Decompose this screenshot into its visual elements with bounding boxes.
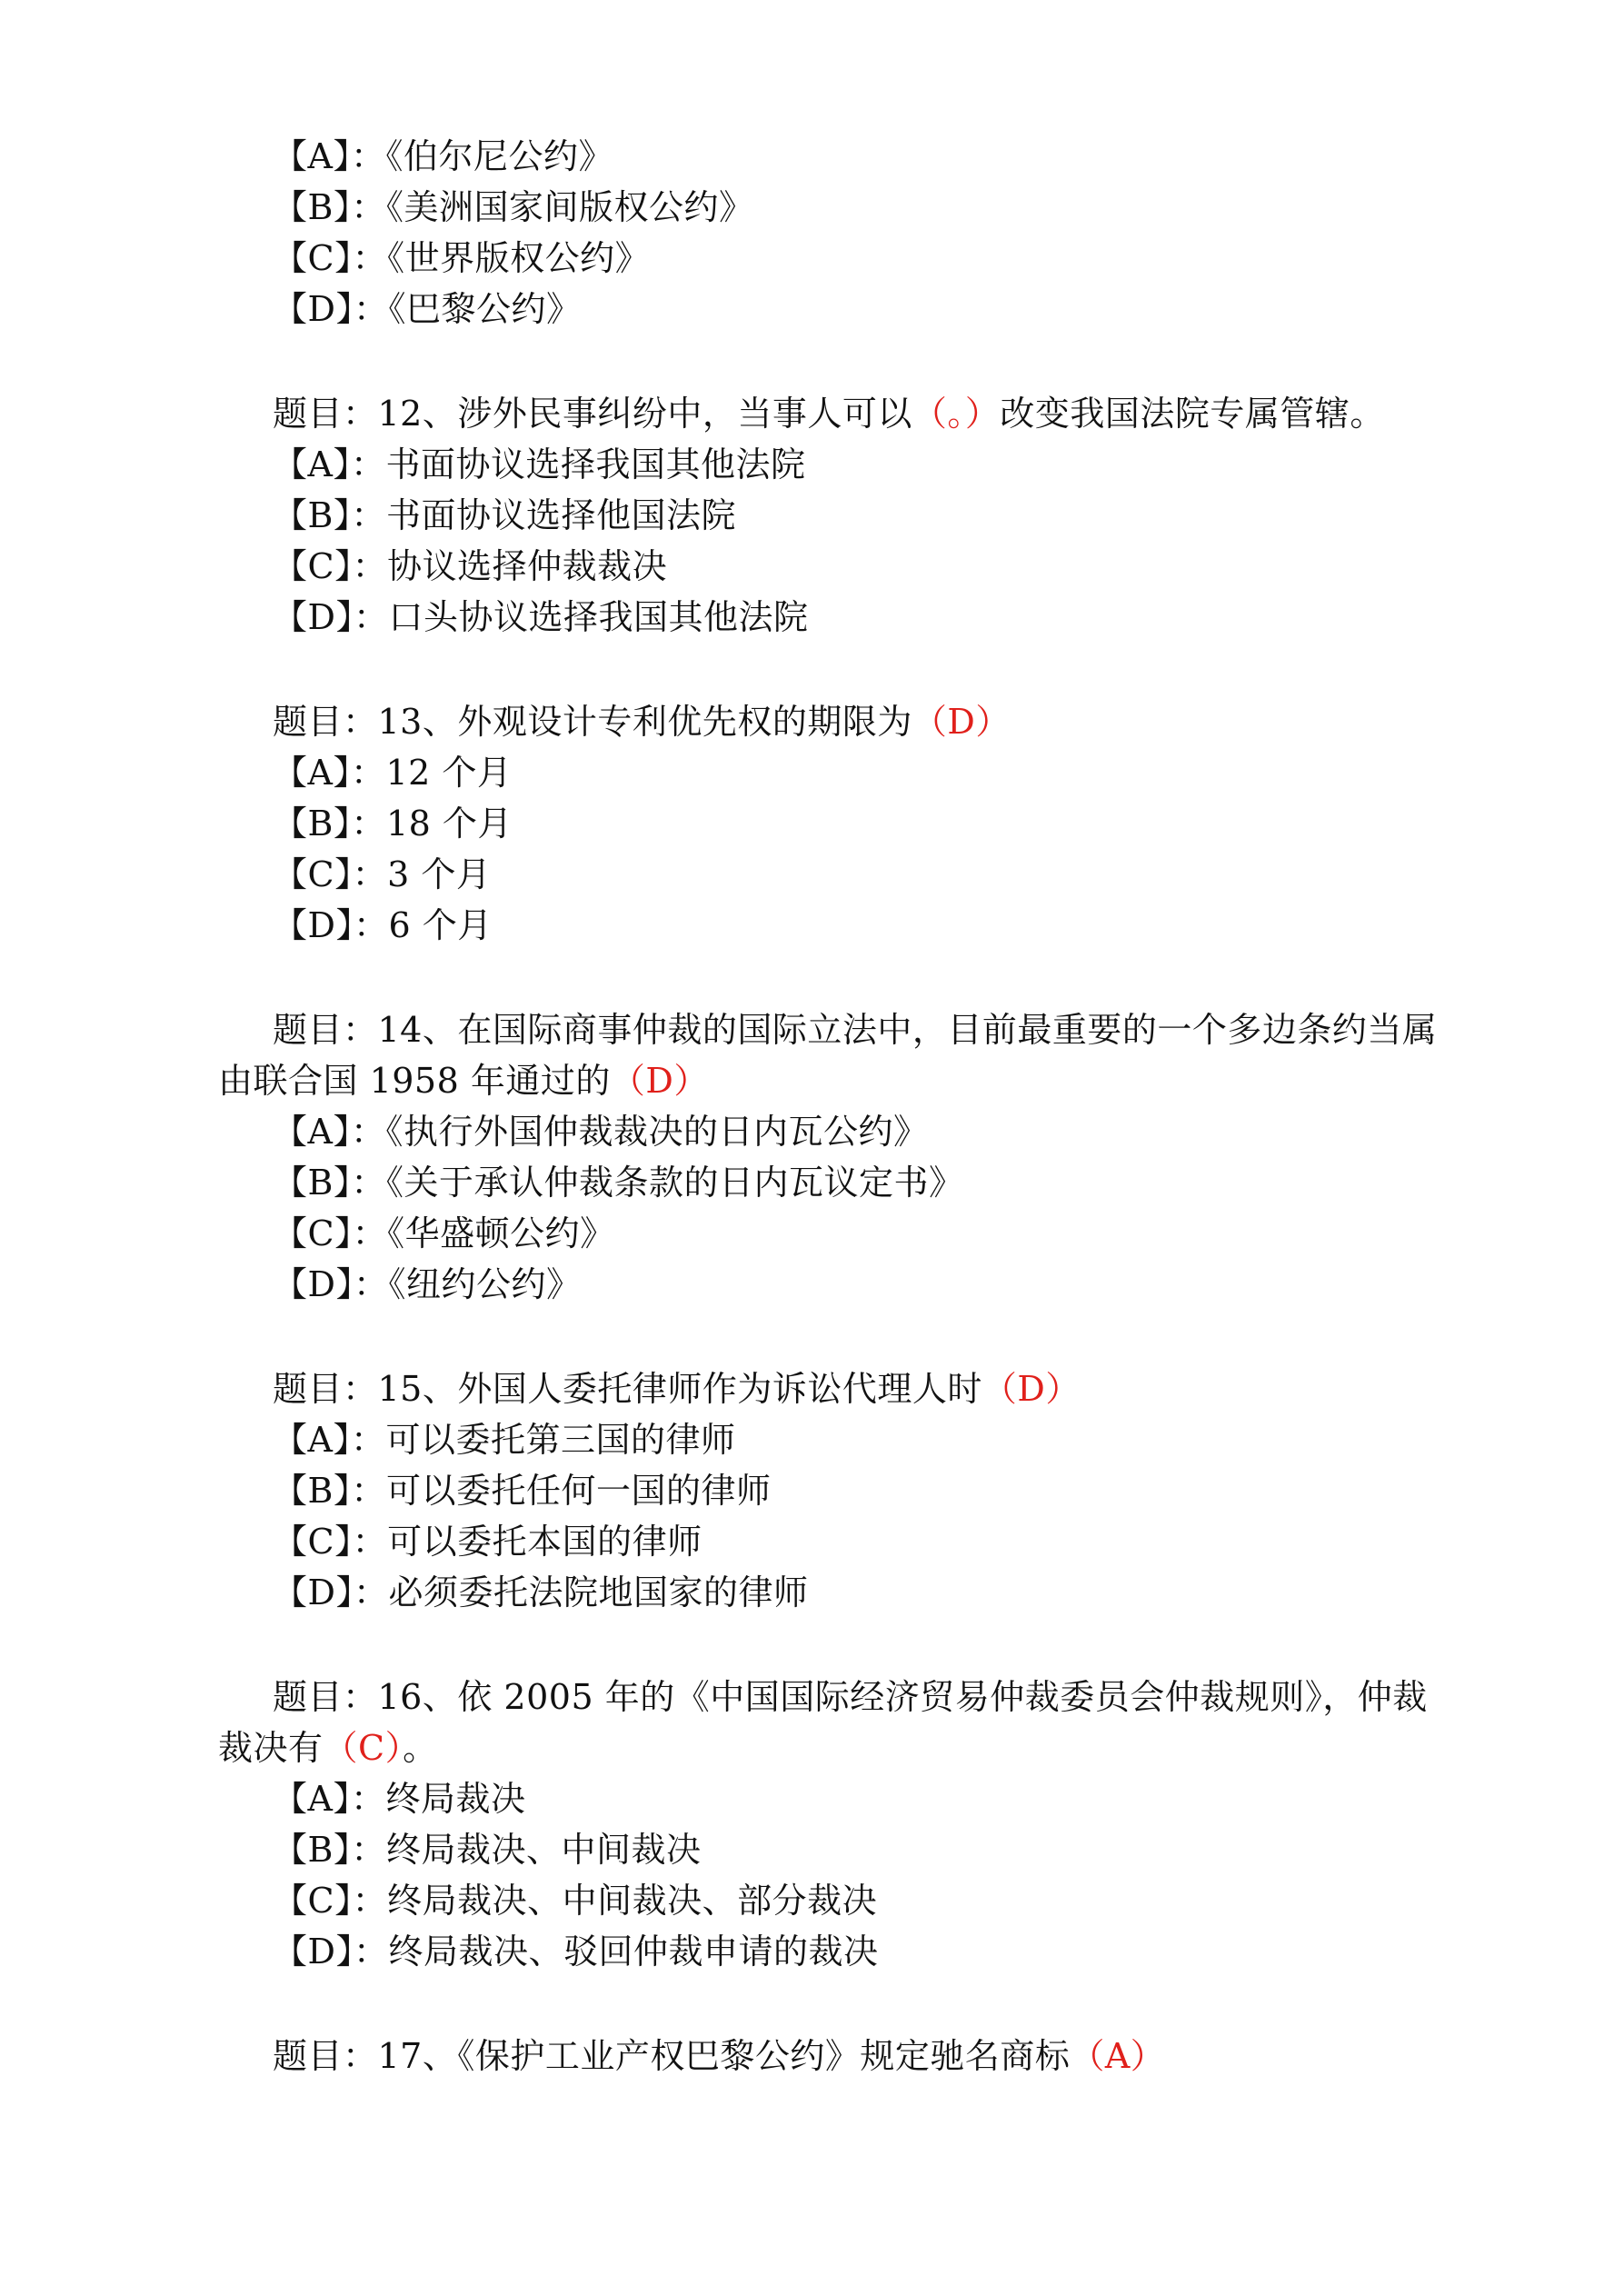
text-segment: 【A】： — [273, 444, 386, 484]
q13-answer: （D） — [912, 702, 1011, 742]
text-segment: 【D】： — [273, 597, 389, 637]
q17-answer: （A） — [1070, 2036, 1166, 2076]
q14-option-b — [273, 1157, 963, 1208]
text-segment: 【C】： — [273, 1881, 388, 1921]
text-segment: 【A】： — [273, 1420, 386, 1460]
text-segment: 【B】： — [273, 804, 386, 844]
text-segment: 可以委托本国的律师 — [387, 1522, 702, 1562]
text-segment: 【D】： — [273, 905, 389, 945]
text-segment: 终局裁决、中间裁决、部分裁决 — [387, 1881, 878, 1921]
q12-option-d — [273, 592, 808, 643]
q13-option-c — [273, 849, 491, 900]
q16-option-c — [273, 1875, 877, 1926]
text-segment: 终局裁决 — [385, 1779, 526, 1819]
text-segment: 【B】： — [273, 495, 386, 535]
text-segment: 题目：14、在国际商事仲裁的国际立法中，目前最重要的一个多边条约当属 — [273, 1010, 1438, 1050]
q16-answer: （C） — [323, 1728, 404, 1768]
q13-option-a — [273, 747, 512, 798]
q11-option-d — [273, 284, 581, 334]
q13-option-b — [273, 798, 513, 849]
q15-option-d — [273, 1567, 808, 1618]
text-segment: 题目：15、外国人委托律师作为诉讼代理人时 — [273, 1369, 982, 1409]
text-segment: 12 个月 — [385, 753, 513, 793]
text-segment: 【D】： — [273, 1572, 389, 1612]
text-segment: 【B】： — [273, 1471, 386, 1511]
text-segment: 【C】： — [273, 854, 388, 894]
text-segment: 【A】： — [273, 753, 386, 793]
q14-option-d — [273, 1259, 581, 1310]
text-segment: 裁决有 — [218, 1728, 324, 1768]
text-segment: 【B】： — [273, 187, 386, 227]
text-segment: 必须委托法院地国家的律师 — [388, 1572, 809, 1612]
text-segment: 《关于承认仲裁条款的日内瓦议定书》 — [385, 1163, 964, 1203]
q16-stem — [273, 1672, 1428, 1722]
text-segment: 题目：17、《保护工业产权巴黎公约》规定驰名商标 — [273, 2036, 1071, 2076]
q15-stem — [273, 1363, 1081, 1414]
text-segment: 改变我国法院专属管辖。 — [1000, 394, 1385, 434]
text-segment: 书面协议选择他国法院 — [385, 495, 736, 535]
text-segment: 《世界版权公约》 — [387, 238, 651, 278]
text-segment: 【C】： — [273, 1213, 388, 1253]
q12-stem — [273, 388, 1385, 439]
q14-stem — [273, 1004, 1437, 1055]
text-segment: 《纽约公约》 — [388, 1264, 582, 1304]
q15-answer: （D） — [981, 1369, 1081, 1409]
text-segment: 【B】： — [273, 1163, 386, 1203]
text-segment: 终局裁决、驳回仲裁申请的裁决 — [388, 1932, 879, 1972]
text-segment: 口头协议选择我国其他法院 — [388, 597, 809, 637]
text-segment: 【D】： — [273, 1264, 389, 1304]
text-segment: 【A】： — [273, 136, 386, 176]
q13-option-d — [273, 900, 493, 951]
q12-option-b — [273, 490, 736, 541]
text-segment: 协议选择仲裁裁决 — [387, 546, 668, 586]
text-segment: 题目：13、外观设计专利优先权的期限为 — [273, 702, 912, 742]
q14-stem-continued — [218, 1055, 709, 1106]
q16-option-b — [273, 1824, 701, 1875]
q12-option-c — [273, 541, 667, 592]
text-segment: 题目：16、依 2005 年的《中国国际经济贸易仲裁委员会仲裁规则》，仲裁 — [273, 1677, 1428, 1717]
q12-answer: （。） — [912, 394, 1001, 434]
text-segment: 【D】： — [273, 289, 389, 329]
text-segment: 3 个月 — [387, 854, 492, 894]
q11-option-c — [273, 233, 650, 284]
text-segment: 可以委托第三国的律师 — [385, 1420, 736, 1460]
q12-option-a — [273, 439, 805, 490]
q14-option-c — [273, 1208, 615, 1259]
q11-option-a — [273, 131, 613, 182]
q17-stem — [273, 2031, 1165, 2081]
text-segment: 《巴黎公约》 — [388, 289, 582, 329]
text-segment: 《美洲国家间版权公约》 — [385, 187, 754, 227]
text-segment: 终局裁决、中间裁决 — [385, 1830, 702, 1870]
text-segment: 《伯尔尼公约》 — [385, 136, 613, 176]
q16-stem-continued — [218, 1722, 438, 1773]
q15-option-c — [273, 1516, 702, 1567]
text-segment: 题目：12、涉外民事纠纷中，当事人可以 — [273, 394, 912, 434]
text-segment: 由联合国 1958 年通过的 — [218, 1061, 611, 1101]
q13-stem — [273, 696, 1011, 747]
q14-answer: （D） — [610, 1061, 709, 1101]
text-segment: 《执行外国仲裁裁决的日内瓦公约》 — [385, 1112, 929, 1152]
text-segment: 【A】： — [273, 1112, 386, 1152]
text-segment: 【D】： — [273, 1932, 389, 1972]
text-segment: 《华盛顿公约》 — [387, 1213, 615, 1253]
text-segment: 【C】： — [273, 238, 388, 278]
text-segment: 可以委托任何一国的律师 — [385, 1471, 772, 1511]
text-segment: 。 — [403, 1728, 438, 1768]
text-segment: 6 个月 — [388, 905, 493, 945]
text-segment: 18 个月 — [385, 804, 513, 844]
q16-option-a — [273, 1773, 525, 1824]
text-segment: 书面协议选择我国其他法院 — [385, 444, 806, 484]
text-segment: 【C】： — [273, 1522, 388, 1562]
text-segment: 【C】： — [273, 546, 388, 586]
text-segment: 【B】： — [273, 1830, 386, 1870]
q16-option-d — [273, 1926, 878, 1977]
q15-option-b — [273, 1465, 771, 1516]
q15-option-a — [273, 1414, 735, 1465]
q11-option-b — [273, 182, 753, 233]
text-segment: 【A】： — [273, 1779, 386, 1819]
q14-option-a — [273, 1106, 928, 1157]
